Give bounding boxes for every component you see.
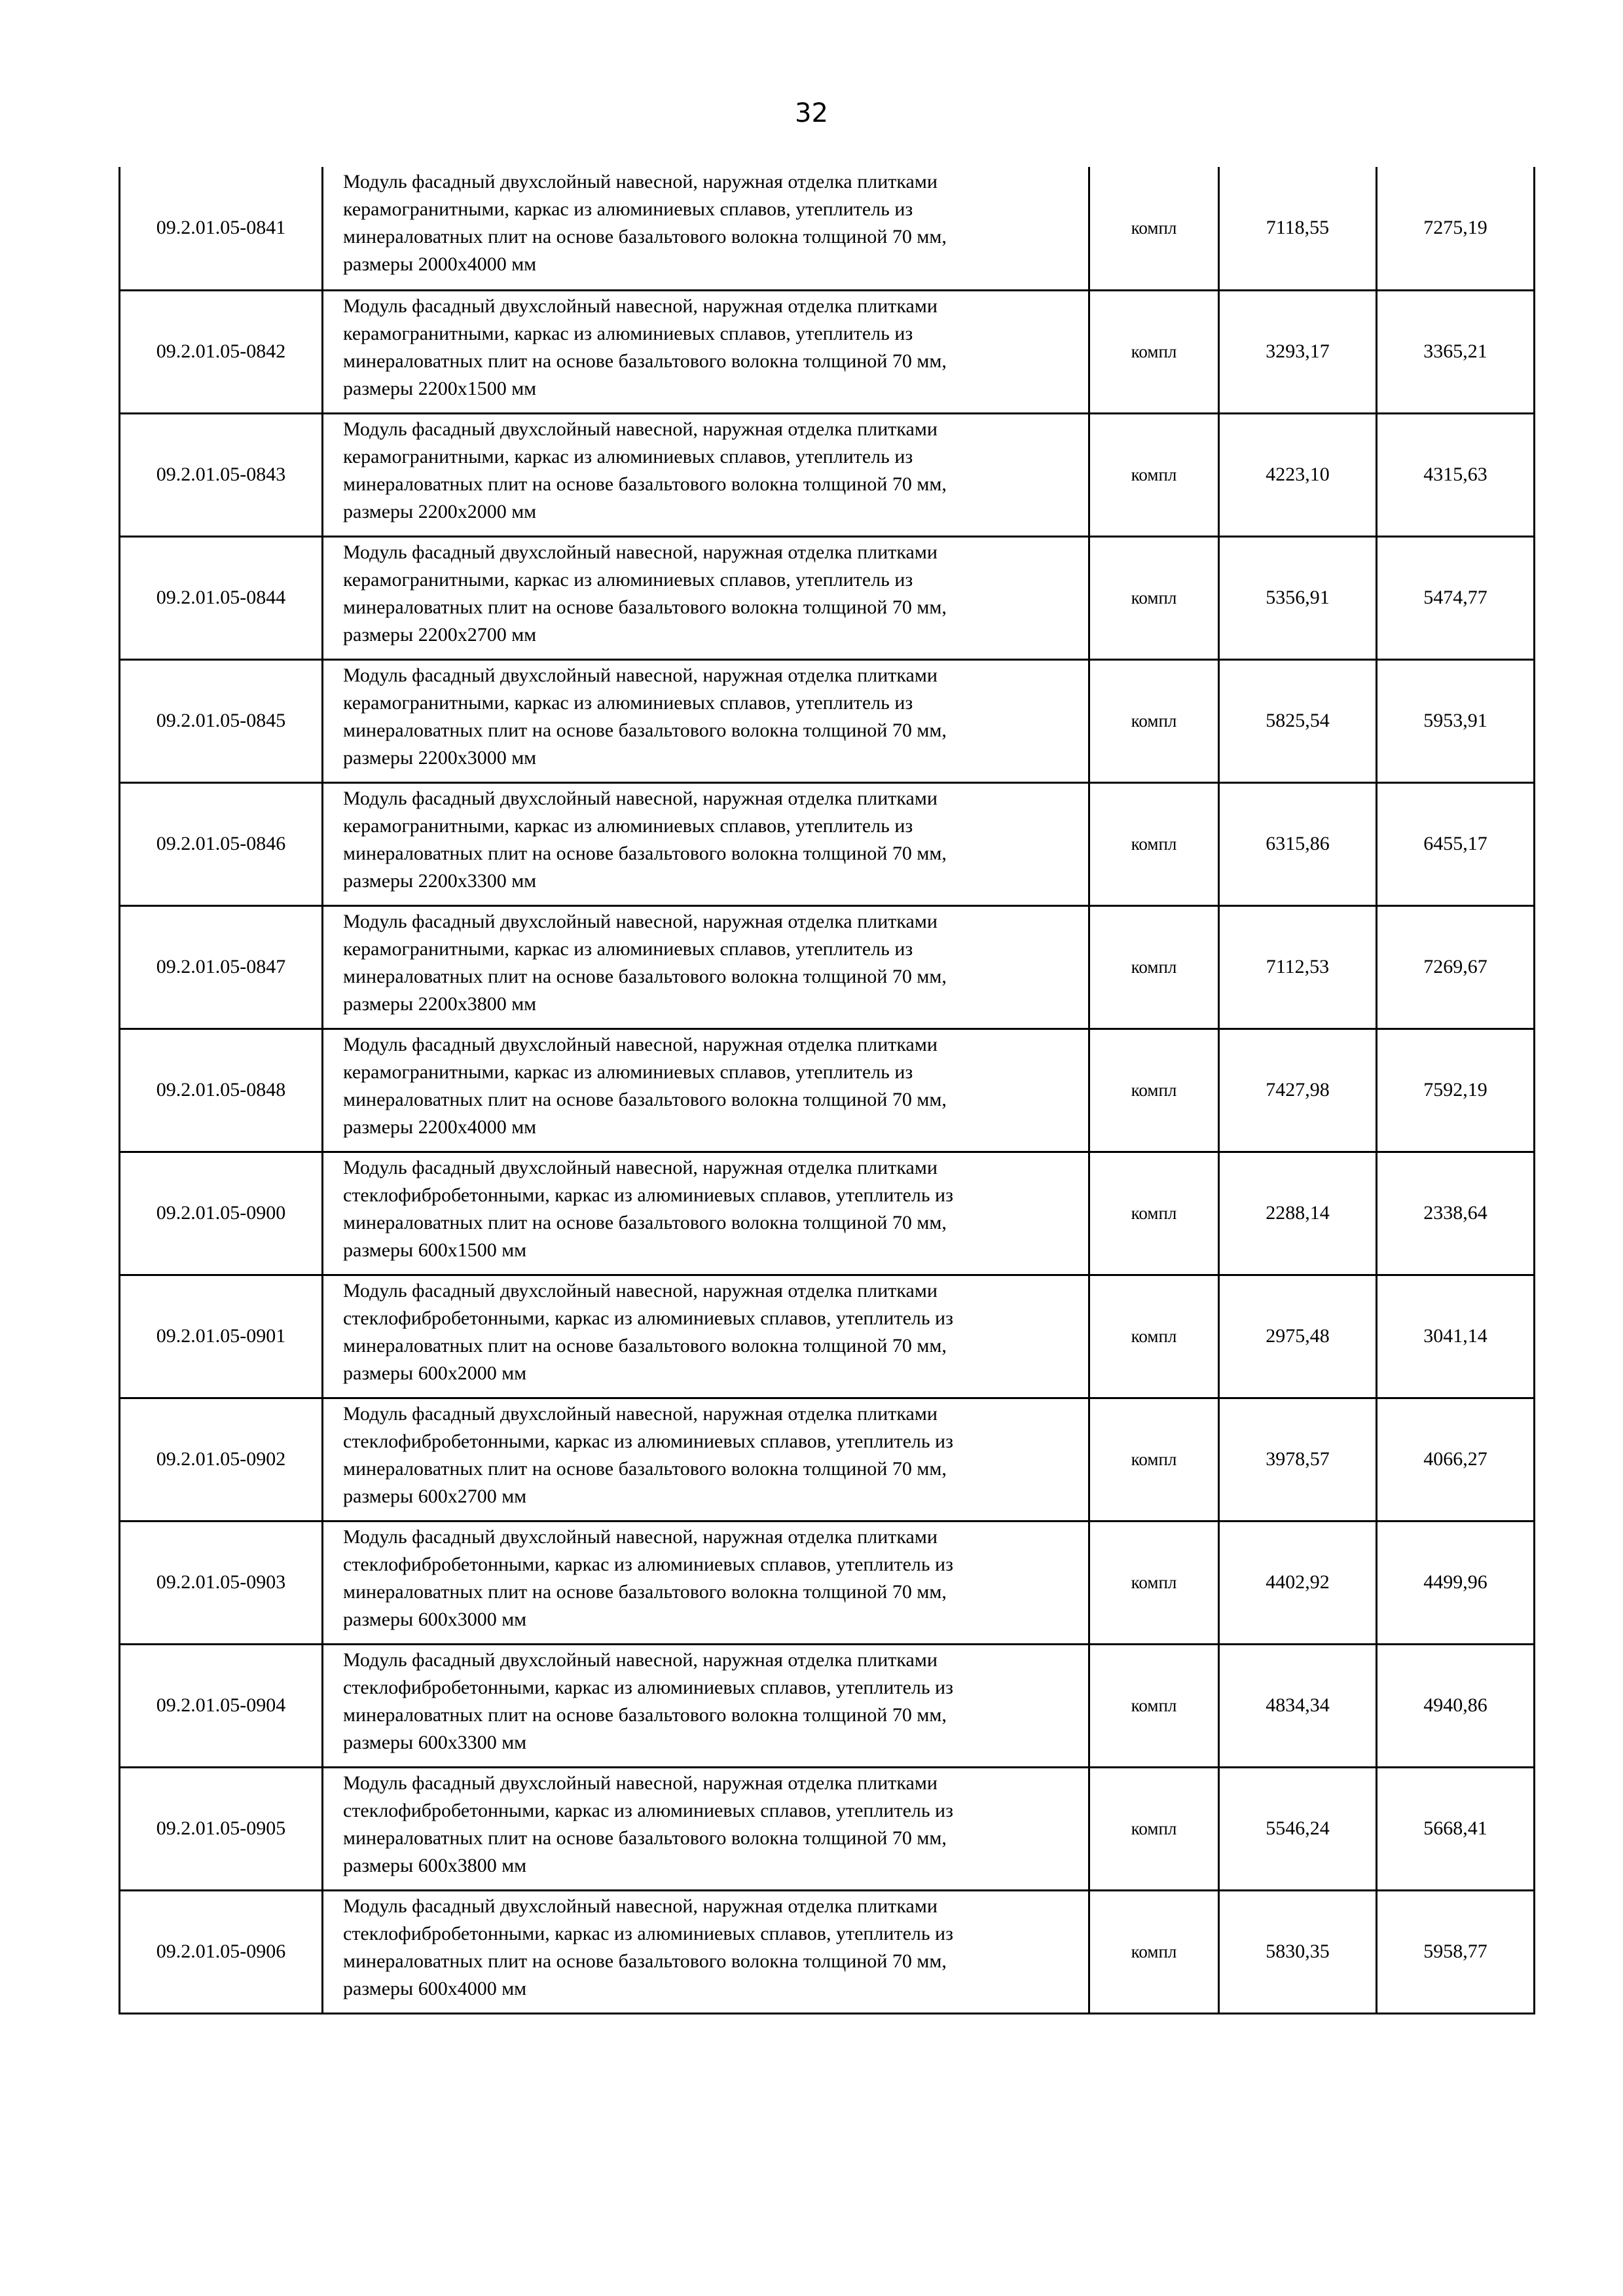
- description-line: стеклофибробетонными, каркас из алюминиевых сплавов, утеплитель из: [343, 1553, 953, 1575]
- description-line: размеры 600х3800 мм: [343, 1854, 527, 1876]
- price-value-2: 5953,91: [1377, 659, 1535, 782]
- description-line: минераловатных плит на основе базальтового волокна толщиной 70 мм,: [343, 719, 947, 741]
- table-row: [120, 290, 1535, 413]
- description-line: стеклофибробетонными, каркас из алюминиевых сплавов, утеплитель из: [343, 1922, 953, 1944]
- description-line: размеры 2200х4000 мм: [343, 1116, 537, 1138]
- price-value-2: 3041,14: [1377, 1275, 1535, 1398]
- resource-code: 09.2.01.05-0902: [120, 1398, 323, 1521]
- table-row: [120, 1521, 1535, 1644]
- resource-code: 09.2.01.05-0845: [120, 659, 323, 782]
- description-line: минераловатных плит на основе базальтового волокна толщиной 70 мм,: [343, 1580, 947, 1603]
- description-line: Модуль фасадный двухслойный навесной, наружная отделка плитками: [343, 1649, 938, 1671]
- unit-of-measure: компл: [1089, 782, 1219, 905]
- resource-code: 09.2.01.05-0903: [120, 1521, 323, 1644]
- table-row: [120, 1275, 1535, 1398]
- description-line: размеры 600х3300 мм: [343, 1731, 527, 1753]
- price-value: 5356,91: [1219, 536, 1377, 659]
- description-line: стеклофибробетонными, каркас из алюминиевых сплавов, утеплитель из: [343, 1799, 953, 1821]
- description-line: минераловатных плит на основе базальтового волокна толщиной 70 мм,: [343, 1950, 947, 1972]
- description-line: стеклофибробетонными, каркас из алюминиевых сплавов, утеплитель из: [343, 1430, 953, 1452]
- unit-of-measure: компл: [1089, 167, 1219, 290]
- price-value-2: 4315,63: [1377, 413, 1535, 536]
- price-value-2: 6455,17: [1377, 782, 1535, 905]
- table-row: [120, 659, 1535, 782]
- unit-of-measure: компл: [1089, 659, 1219, 782]
- description-line: Модуль фасадный двухслойный навесной, наружная отделка плитками: [343, 1772, 938, 1794]
- description-line: Модуль фасадный двухслойный навесной, наружная отделка плитками: [343, 1525, 938, 1548]
- description-line: Модуль фасадный двухслойный навесной, наружная отделка плитками: [343, 910, 938, 932]
- resource-code: 09.2.01.05-0901: [120, 1275, 323, 1398]
- table-row: [120, 1029, 1535, 1152]
- resource-code: 09.2.01.05-0847: [120, 905, 323, 1029]
- description-line: минераловатных плит на основе базальтового волокна толщиной 70 мм,: [343, 1827, 947, 1849]
- description-line: минераловатных плит на основе базальтового волокна толщиной 70 мм,: [343, 596, 947, 618]
- resource-code: 09.2.01.05-0846: [120, 782, 323, 905]
- price-value-2: 4940,86: [1377, 1644, 1535, 1767]
- description-line: стеклофибробетонными, каркас из алюминиевых сплавов, утеплитель из: [343, 1307, 953, 1329]
- description-line: Модуль фасадный двухслойный навесной, наружная отделка плитками: [343, 1279, 938, 1302]
- price-value: 4223,10: [1219, 413, 1377, 536]
- unit-of-measure: компл: [1089, 413, 1219, 536]
- description-line: минераловатных плит на основе базальтового волокна толщиной 70 мм,: [343, 965, 947, 987]
- description-line: стеклофибробетонными, каркас из алюминиевых сплавов, утеплитель из: [343, 1184, 953, 1206]
- resource-description: [323, 659, 1089, 782]
- description-line: размеры 600х1500 мм: [343, 1239, 527, 1261]
- description-line: Модуль фасадный двухслойный навесной, наружная отделка плитками: [343, 171, 938, 192]
- resource-description: [323, 1152, 1089, 1275]
- description-line: размеры 2000х4000 мм: [343, 253, 537, 275]
- table-row: [120, 413, 1535, 536]
- price-value: 3293,17: [1219, 290, 1377, 413]
- table-row: [120, 536, 1535, 659]
- description-line: размеры 2200х2700 мм: [343, 623, 537, 646]
- description-line: минераловатных плит на основе базальтового волокна толщиной 70 мм,: [343, 350, 947, 372]
- unit-of-measure: компл: [1089, 536, 1219, 659]
- table-row: [120, 1890, 1535, 2013]
- price-value: 3978,57: [1219, 1398, 1377, 1521]
- resource-code: 09.2.01.05-0844: [120, 536, 323, 659]
- price-value: 5546,24: [1219, 1767, 1377, 1890]
- description-line: размеры 600х2000 мм: [343, 1362, 527, 1384]
- description-line: минераловатных плит на основе базальтового волокна толщиной 70 мм,: [343, 1334, 947, 1357]
- price-value-2: 7269,67: [1377, 905, 1535, 1029]
- price-value-2: 4066,27: [1377, 1398, 1535, 1521]
- price-table: [119, 167, 1535, 2014]
- description-line: размеры 2200х3300 мм: [343, 869, 537, 892]
- resource-description: [323, 1398, 1089, 1521]
- description-line: Модуль фасадный двухслойный навесной, наружная отделка плитками: [343, 664, 938, 686]
- unit-of-measure: компл: [1089, 1029, 1219, 1152]
- resource-description: [323, 1029, 1089, 1152]
- description-line: Модуль фасадный двухслойный навесной, наружная отделка плитками: [343, 1033, 938, 1055]
- description-line: размеры 2200х2000 мм: [343, 500, 537, 522]
- description-line: стеклофибробетонными, каркас из алюминиевых сплавов, утеплитель из: [343, 1676, 953, 1698]
- description-line: Модуль фасадный двухслойный навесной, наружная отделка плитками: [343, 295, 938, 317]
- description-line: минераловатных плит на основе базальтового волокна толщиной 70 мм,: [343, 1211, 947, 1233]
- table-row: [120, 1644, 1535, 1767]
- description-line: Модуль фасадный двухслойный навесной, наружная отделка плитками: [343, 541, 938, 563]
- description-line: минераловатных плит на основе базальтового волокна толщиной 70 мм,: [343, 473, 947, 495]
- resource-description: [323, 782, 1089, 905]
- unit-of-measure: компл: [1089, 1275, 1219, 1398]
- table-row: [120, 167, 1535, 290]
- unit-of-measure: компл: [1089, 1398, 1219, 1521]
- price-value-2: 7275,19: [1377, 167, 1535, 290]
- description-line: минераловатных плит на основе базальтового волокна толщиной 70 мм,: [343, 1457, 947, 1480]
- unit-of-measure: компл: [1089, 1644, 1219, 1767]
- price-value-2: 2338,64: [1377, 1152, 1535, 1275]
- page-number: 32: [795, 98, 828, 128]
- description-line: керамогранитными, каркас из алюминиевых сплавов, утеплитель из: [343, 445, 913, 467]
- price-value: 4834,34: [1219, 1644, 1377, 1767]
- unit-of-measure: компл: [1089, 1767, 1219, 1890]
- description-line: керамогранитными, каркас из алюминиевых сплавов, утеплитель из: [343, 938, 913, 960]
- price-value-2: 7592,19: [1377, 1029, 1535, 1152]
- price-value-2: 5958,77: [1377, 1890, 1535, 2013]
- resource-description: [323, 1275, 1089, 1398]
- description-line: керамогранитными, каркас из алюминиевых сплавов, утеплитель из: [343, 322, 913, 344]
- price-value: 2288,14: [1219, 1152, 1377, 1275]
- description-line: размеры 600х2700 мм: [343, 1485, 527, 1507]
- description-line: размеры 2200х1500 мм: [343, 377, 537, 399]
- table-row: [120, 905, 1535, 1029]
- description-line: размеры 600х4000 мм: [343, 1977, 527, 1999]
- description-line: размеры 600х3000 мм: [343, 1608, 527, 1630]
- resource-code: 09.2.01.05-0906: [120, 1890, 323, 2013]
- resource-description: [323, 413, 1089, 536]
- resource-code: 09.2.01.05-0841: [120, 167, 323, 290]
- resource-description: [323, 1890, 1089, 2013]
- price-value-2: 4499,96: [1377, 1521, 1535, 1644]
- resource-code: 09.2.01.05-0848: [120, 1029, 323, 1152]
- price-value: 4402,92: [1219, 1521, 1377, 1644]
- table-row: [120, 1767, 1535, 1890]
- description-line: размеры 2200х3000 мм: [343, 746, 537, 769]
- description-line: керамогранитными, каркас из алюминиевых сплавов, утеплитель из: [343, 198, 913, 220]
- table-row: [120, 782, 1535, 905]
- price-value: 7112,53: [1219, 905, 1377, 1029]
- description-line: Модуль фасадный двухслойный навесной, наружная отделка плитками: [343, 1895, 938, 1917]
- description-line: минераловатных плит на основе базальтового волокна толщиной 70 мм,: [343, 1088, 947, 1110]
- description-line: керамогранитными, каркас из алюминиевых сплавов, утеплитель из: [343, 1061, 913, 1083]
- resource-description: [323, 290, 1089, 413]
- unit-of-measure: компл: [1089, 290, 1219, 413]
- price-value: 7118,55: [1219, 167, 1377, 290]
- price-value: 2975,48: [1219, 1275, 1377, 1398]
- description-line: минераловатных плит на основе базальтового волокна толщиной 70 мм,: [343, 842, 947, 864]
- description-line: минераловатных плит на основе базальтового волокна толщиной 70 мм,: [343, 226, 947, 247]
- price-value: 6315,86: [1219, 782, 1377, 905]
- price-value: 5825,54: [1219, 659, 1377, 782]
- description-line: Модуль фасадный двухслойный навесной, наружная отделка плитками: [343, 787, 938, 809]
- price-value-2: 5474,77: [1377, 536, 1535, 659]
- description-line: размеры 2200х3800 мм: [343, 993, 537, 1015]
- resource-code: 09.2.01.05-0905: [120, 1767, 323, 1890]
- resource-description: [323, 905, 1089, 1029]
- unit-of-measure: компл: [1089, 1152, 1219, 1275]
- resource-code: 09.2.01.05-0843: [120, 413, 323, 536]
- description-line: керамогранитными, каркас из алюминиевых сплавов, утеплитель из: [343, 814, 913, 837]
- table-body: [120, 167, 1535, 2013]
- resource-description: [323, 1644, 1089, 1767]
- description-line: керамогранитными, каркас из алюминиевых сплавов, утеплитель из: [343, 568, 913, 591]
- description-line: Модуль фасадный двухслойный навесной, наружная отделка плитками: [343, 1402, 938, 1425]
- resource-description: [323, 167, 1089, 290]
- unit-of-measure: компл: [1089, 905, 1219, 1029]
- price-value: 7427,98: [1219, 1029, 1377, 1152]
- price-value-2: 5668,41: [1377, 1767, 1535, 1890]
- description-line: минераловатных плит на основе базальтового волокна толщиной 70 мм,: [343, 1704, 947, 1726]
- price-value: 5830,35: [1219, 1890, 1377, 2013]
- description-line: Модуль фасадный двухслойный навесной, наружная отделка плитками: [343, 1156, 938, 1178]
- description-line: керамогранитными, каркас из алюминиевых сплавов, утеплитель из: [343, 691, 913, 714]
- unit-of-measure: компл: [1089, 1890, 1219, 2013]
- unit-of-measure: компл: [1089, 1521, 1219, 1644]
- resource-code: 09.2.01.05-0842: [120, 290, 323, 413]
- resource-code: 09.2.01.05-0900: [120, 1152, 323, 1275]
- price-value-2: 3365,21: [1377, 290, 1535, 413]
- table-row: [120, 1398, 1535, 1521]
- table-row: [120, 1152, 1535, 1275]
- resource-description: [323, 1767, 1089, 1890]
- resource-description: [323, 1521, 1089, 1644]
- resource-description: [323, 536, 1089, 659]
- description-line: Модуль фасадный двухслойный навесной, наружная отделка плитками: [343, 418, 938, 440]
- resource-code: 09.2.01.05-0904: [120, 1644, 323, 1767]
